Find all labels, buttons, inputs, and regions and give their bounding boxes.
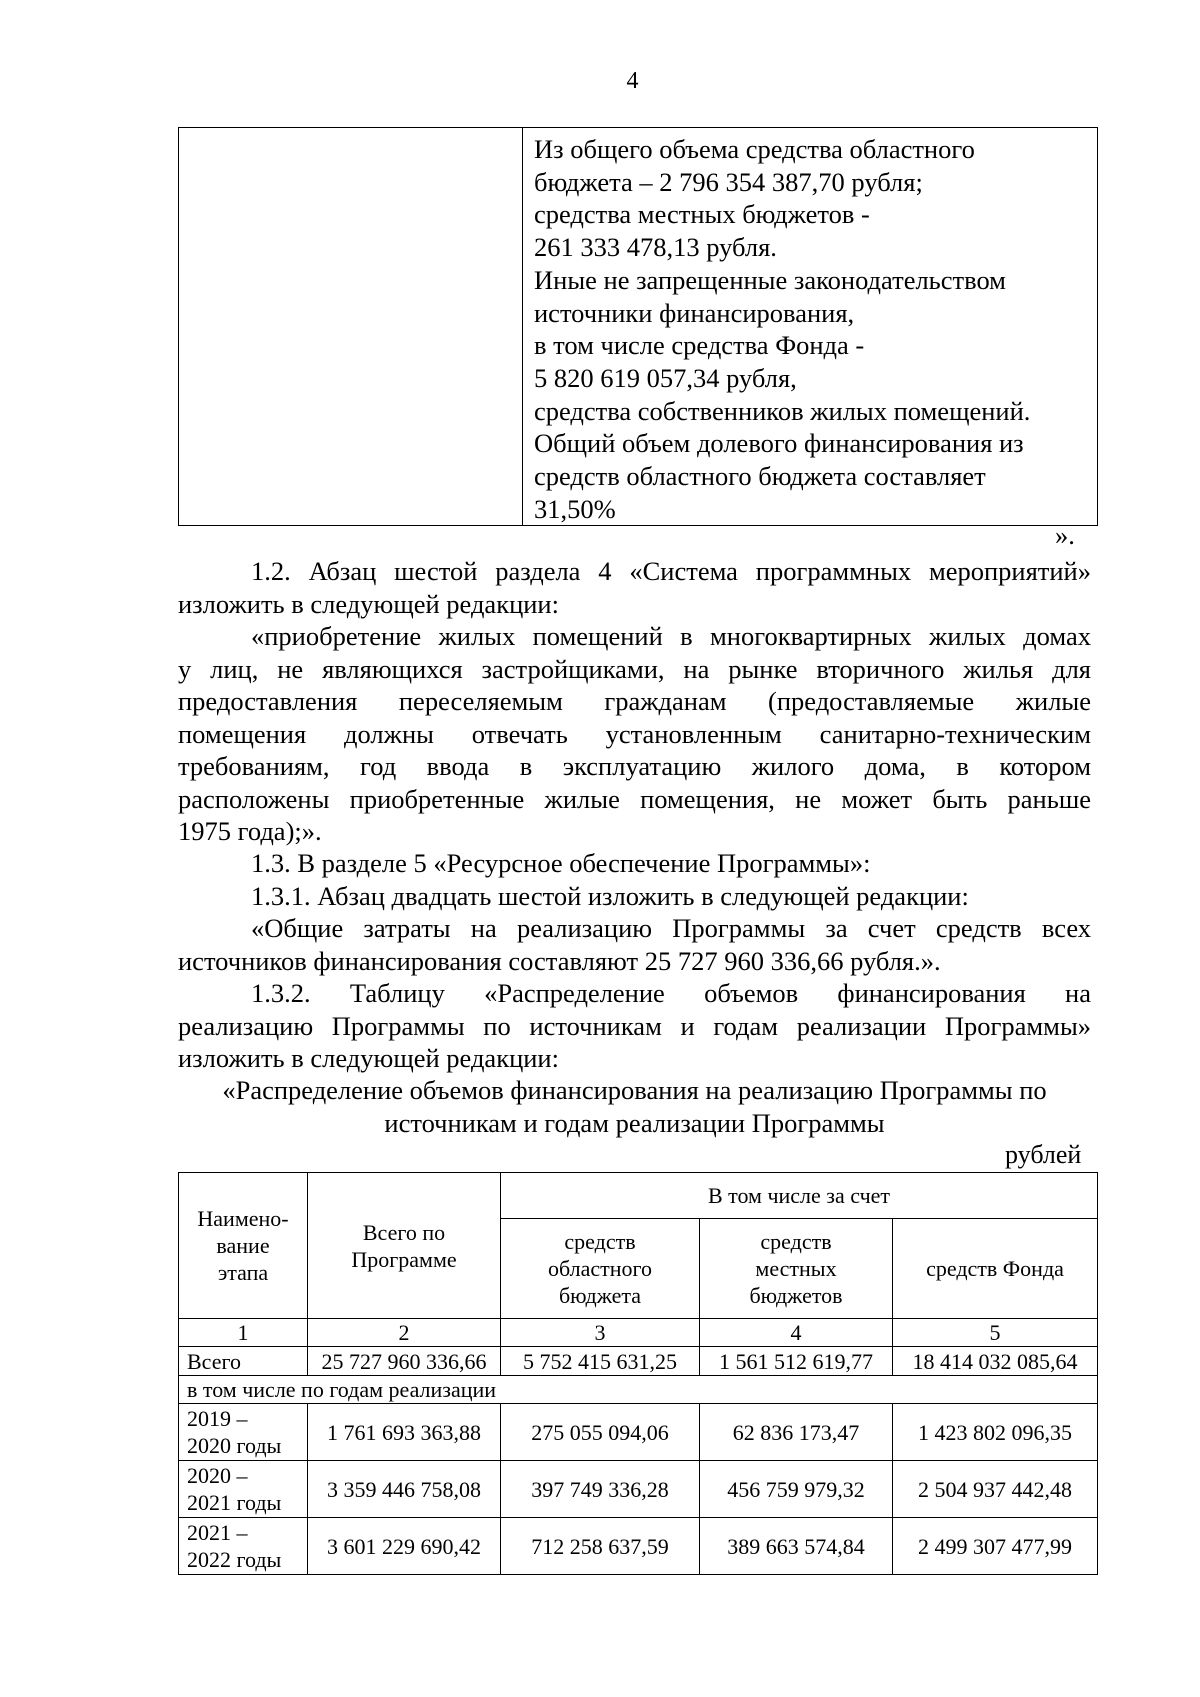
value-cell: 456 759 979,32 <box>700 1461 893 1518</box>
summary-line: 31,50% <box>534 493 616 524</box>
stage-cell <box>179 1518 308 1575</box>
closing-quote: ». <box>1055 520 1075 550</box>
paragraph-line: изложить в следующей редакции: <box>178 1043 559 1073</box>
paragraph-line: «Общие затраты на реализацию Программы за счет средств всех <box>251 913 1091 943</box>
value-cell: 1 761 693 363,88 <box>308 1404 501 1461</box>
stage-line: 2021 годы <box>187 1490 282 1515</box>
value-cell: 2 499 307 477,99 <box>893 1518 1098 1575</box>
value-cell: 2 504 937 442,48 <box>893 1461 1098 1518</box>
table-row <box>179 1461 1098 1518</box>
header-total-line: Программе <box>351 1246 457 1272</box>
header-stage-line: Наимено- <box>197 1206 289 1231</box>
column-number: 3 <box>501 1319 700 1347</box>
paragraph-line: реализацию Программы по источникам и годам реализации Программы» <box>178 1010 1091 1041</box>
stage-line: 2022 годы <box>187 1547 282 1572</box>
stage-cell <box>179 1404 308 1461</box>
summary-table <box>178 127 1098 526</box>
header-regional-line: областного <box>547 1256 653 1281</box>
value-cell: 397 749 336,28 <box>501 1461 700 1518</box>
header-regional-line: бюджета <box>558 1283 642 1308</box>
caption-line: «Распределение объемов финансирования на реализацию Программы по <box>222 1075 1047 1105</box>
stage-line: 2020 – <box>187 1463 248 1488</box>
column-number: 5 <box>893 1319 1098 1347</box>
total-cell: 18 414 032 085,64 <box>893 1347 1098 1376</box>
stage-line: 2021 – <box>187 1520 248 1545</box>
paragraph-line: помещения должны отвечать установленным санитарно-техническим <box>178 718 1091 749</box>
header-fund: средств Фонда <box>893 1219 1098 1319</box>
header-local-budgets <box>700 1219 893 1319</box>
paragraph-line: у лиц, не являющихся застройщиками, на рынке вторичного жилья для <box>178 653 1091 684</box>
paragraph-1-3-1 <box>178 880 1091 913</box>
table-row <box>179 1404 1098 1461</box>
total-row-label: Всего <box>179 1347 308 1376</box>
stage-cell <box>179 1461 308 1518</box>
subheading-row <box>179 1376 1098 1404</box>
summary-line: средства местных бюджетов - <box>534 199 870 230</box>
page-number: 4 <box>626 68 639 94</box>
column-number-row <box>179 1319 1098 1347</box>
paragraph-1-3 <box>178 847 1091 880</box>
total-cell: 5 752 415 631,25 <box>501 1347 700 1376</box>
units-label: рублей <box>1005 1140 1082 1169</box>
paragraph-line: 1.2. Абзац шестой раздела 4 «Система программных мероприятий» <box>251 556 1091 586</box>
header-stage-line: этапа <box>217 1260 269 1285</box>
paragraph-line: источников финансирования составляют 25 727 960 336,66 рубля.». <box>178 945 941 976</box>
subheading-cell: в том числе по годам реализации <box>179 1376 1098 1404</box>
paragraph-1-2 <box>178 555 1091 620</box>
header-local-line: местных <box>755 1256 837 1281</box>
summary-label-cell <box>179 128 523 526</box>
paragraph-line: предоставления переселяемым гражданам (предоставляемые жилые <box>178 686 1091 716</box>
header-local-line: средств <box>760 1229 832 1254</box>
table-row <box>179 1518 1098 1575</box>
header-total-line: Всего по <box>362 1219 446 1245</box>
column-number: 2 <box>308 1319 501 1347</box>
header-stage-line: вание <box>216 1233 270 1258</box>
paragraph-quote-acquisition <box>178 620 1091 848</box>
paragraph-total-costs <box>178 912 1091 977</box>
total-row <box>179 1347 1098 1376</box>
summary-line: Иные не запрещенные законодательством <box>534 264 1006 295</box>
header-stage <box>179 1173 308 1319</box>
value-cell: 389 663 574,84 <box>700 1518 893 1575</box>
caption-line: источникам и годам реализации Программы <box>384 1108 885 1138</box>
stage-line: 2019 – <box>187 1406 248 1431</box>
paragraph-line: изложить в следующей редакции: <box>178 588 559 619</box>
paragraph-line: 1975 года);». <box>178 816 322 846</box>
header-group: В том числе за счет <box>501 1173 1098 1219</box>
total-cell: 1 561 512 619,77 <box>700 1347 893 1376</box>
paragraph-line: 1.3.1. Абзац двадцать шестой изложить в следующей редакции: <box>251 881 969 911</box>
column-number: 4 <box>700 1319 893 1347</box>
header-local-line: бюджетов <box>749 1283 843 1308</box>
paragraph-1-3-2 <box>178 977 1091 1075</box>
table-caption <box>178 1074 1091 1140</box>
summary-line: 261 333 478,13 рубля. <box>534 232 777 263</box>
header-row <box>179 1173 1098 1219</box>
header-regional-budget <box>501 1219 700 1319</box>
paragraph-line: 1.3.2. Таблицу «Распределение объемов финансирования на <box>251 978 1091 1008</box>
value-cell: 275 055 094,06 <box>501 1404 700 1461</box>
summary-line: Из общего объема средства областного <box>534 134 975 164</box>
summary-line: в том числе средства Фонда - <box>534 330 865 361</box>
value-cell: 3 601 229 690,42 <box>308 1518 501 1575</box>
paragraph-line: «приобретение жилых помещений в многоквартирных жилых домах <box>251 621 1091 651</box>
summary-line: 5 820 619 057,34 рубля, <box>534 362 797 393</box>
summary-line: средства собственников жилых помещений. <box>534 395 1031 426</box>
total-cell: 25 727 960 336,66 <box>308 1347 501 1376</box>
value-cell: 1 423 802 096,35 <box>893 1404 1098 1461</box>
value-cell: 62 836 173,47 <box>700 1404 893 1461</box>
paragraph-line: 1.3. В разделе 5 «Ресурсное обеспечение Программы»: <box>251 848 871 878</box>
summary-line: Общий объем долевого финансирования из <box>534 428 1024 459</box>
summary-text-cell <box>523 128 1098 526</box>
paragraph-line: требованиям, год ввода в эксплуатацию жилого дома, в котором <box>178 751 1091 781</box>
summary-line: источники финансирования, <box>534 297 855 328</box>
stage-line: 2020 годы <box>187 1433 282 1458</box>
column-number: 1 <box>179 1319 308 1347</box>
header-regional-line: средств <box>564 1229 636 1254</box>
paragraph-line: расположены приобретенные жилые помещения, не может быть раньше <box>178 783 1091 814</box>
summary-line: бюджета – 2 796 354 387,70 рубля; <box>534 166 923 197</box>
summary-line: средств областного бюджета составляет <box>534 461 986 492</box>
value-cell: 3 359 446 758,08 <box>308 1461 501 1518</box>
value-cell: 712 258 637,59 <box>501 1518 700 1575</box>
header-total <box>308 1173 501 1319</box>
financing-table <box>178 1172 1098 1575</box>
